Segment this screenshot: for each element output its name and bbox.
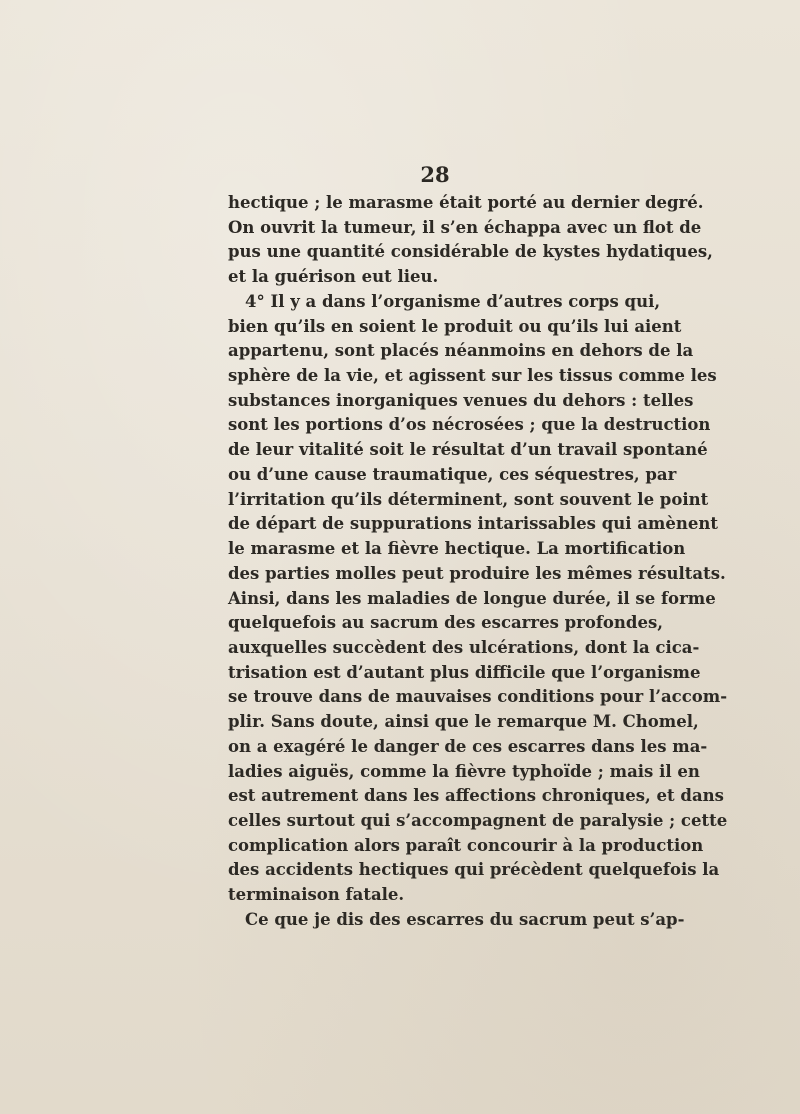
text-line: 4° Il y a dans l’organisme d’autres corps qui, [245, 291, 661, 311]
text-line: ou d’une cause traumatique, ces séquestres, par [228, 464, 677, 484]
page-number: 28 [420, 162, 450, 187]
text-line: auxquelles succèdent des ulcérations, dont la cica- [228, 637, 700, 657]
text-line: celles surtout qui s’accompagnent de paralysie ; cette [228, 810, 728, 830]
text-line: de leur vitalité soit le résultat d’un travail spontané [228, 440, 708, 460]
text-line: On ouvrit la tumeur, il s’en échappa avec un flot de [228, 217, 702, 237]
text-line: quelquefois au sacrum des escarres profondes, [228, 613, 664, 633]
text-line: on a exagéré le danger de ces escarres dans les ma- [228, 736, 708, 756]
text-line: sphère de la vie, et agissent sur les tissus comme les [228, 366, 717, 386]
text-line: hectique ; le marasme était porté au dernier degré. [228, 193, 704, 212]
text-line: pus une quantité considérable de kystes hydatiques, [228, 242, 713, 262]
text-line: sont les portions d’os nécrosées ; que la destruction [228, 415, 711, 435]
text-line: ladies aiguës, comme la fièvre typhoïde ; mais il en [228, 761, 700, 781]
text-line: et la guérison eut lieu. [228, 267, 439, 287]
text-line: des parties molles peut produire les mêmes résultats. [228, 563, 726, 583]
text-line: Ce que je dis des escarres du sacrum peut s’ap- [245, 909, 685, 929]
text-line: plir. Sans doute, ainsi que le remarque M. Chomel, [228, 712, 699, 732]
text-line: bien qu’ils en soient le produit ou qu’ils lui aient [228, 316, 682, 336]
text-line: complication alors paraît concourir à la production [228, 835, 704, 855]
text-line: est autrement dans les affections chroniques, et dans [228, 786, 724, 806]
text-line: de départ de suppurations intarissables qui amènent [228, 514, 718, 534]
text-line: se trouve dans de mauvaises conditions pour l’accom- [228, 687, 728, 707]
text-line: le marasme et la fièvre hectique. La mortification [228, 539, 686, 559]
text-line: terminaison fatale. [228, 885, 405, 905]
text-line: Ainsi, dans les maladies de longue durée, il se forme [228, 588, 716, 608]
text-line: appartenu, sont placés néanmoins en dehors de la [228, 341, 694, 361]
text-line: trisation est d’autant plus difficile que l’organisme [228, 662, 701, 682]
text-line: l’irritation qu’ils déterminent, sont souvent le point [228, 489, 709, 509]
body-text [228, 191, 728, 933]
text-line: substances inorganiques venues du dehors : telles [228, 390, 694, 410]
text-line: des accidents hectiques qui précèdent quelquefois la [228, 860, 720, 880]
